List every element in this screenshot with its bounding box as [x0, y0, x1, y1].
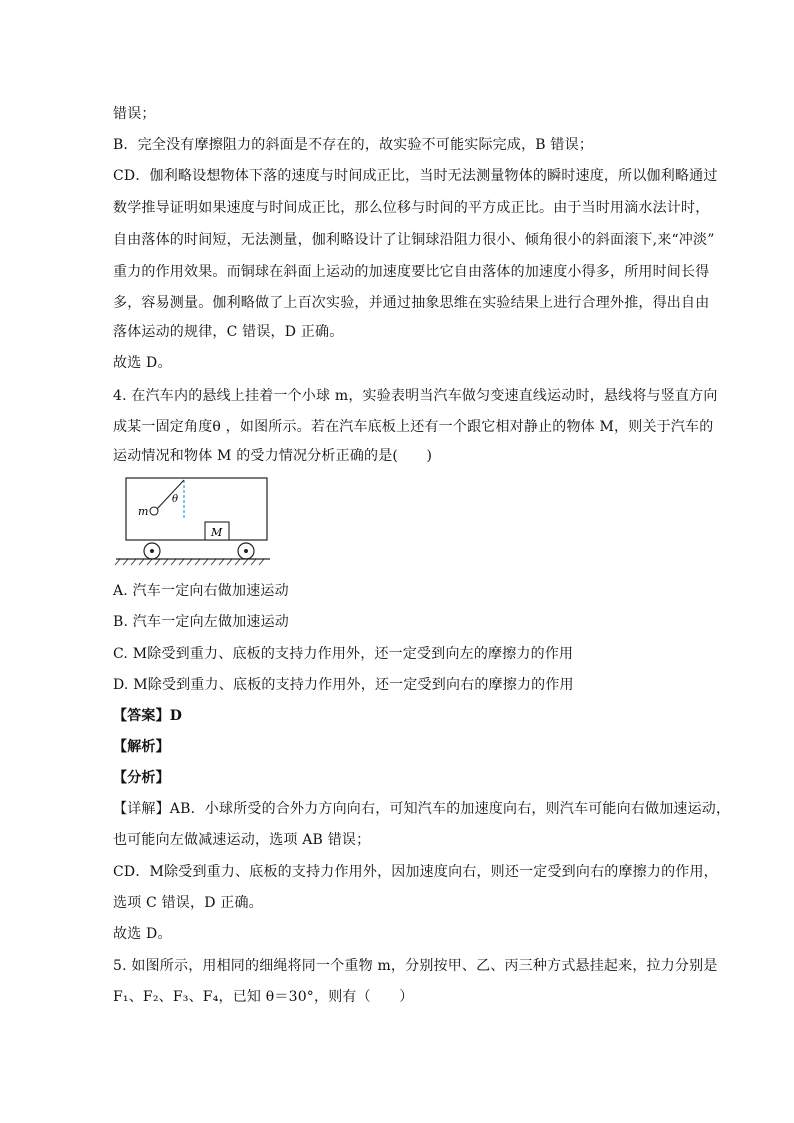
q4-detail-line: CD．M除受到重力、底板的支持力作用外，因加速度向右，则还一定受到向右的摩擦力的作用， [113, 864, 718, 880]
q4-fenxi-heading: 【分析】 [113, 770, 170, 786]
q4-stem-line: 4. 在汽车内的悬线上挂着一个小球 m，实验表明当汽车做匀变速直线运动时，悬线将与竖直方向 [113, 388, 718, 404]
axle-right [244, 549, 248, 553]
q4-option-b: B. 汽车一定向左做加速运动 [113, 614, 289, 630]
string [157, 480, 184, 509]
q5-stem-line: 5. 如图所示，用相同的细绳将同一个重物 m，分别按甲、乙、丙三种方式悬挂起来，拉力分别是 [113, 958, 718, 974]
q4-option-d: D. M除受到重力、底板的支持力作用外，还一定受到向右的摩擦力的作用 [113, 677, 574, 693]
prev-answer-line: 错误； [113, 106, 156, 122]
prev-answer-line: 数学推导证明如果速度与时间成正比，那么位移与时间的平方成正比。由于当时用滴水法计时， [113, 200, 710, 216]
q4-stem-line: 成某一固定角度θ ，如图所示。若在汽车底板上还有一个跟它相对静止的物体 M，则关于汽车的 [113, 419, 714, 435]
q4-answer: 【答案】D [113, 708, 183, 724]
prev-answer-line: 重力的作用效果。而铜球在斜面上运动的加速度要比它自由落体的加速度小得多，所用时间长得 [113, 264, 710, 280]
prev-answer-line: 故选 D。 [113, 355, 172, 371]
axle-left [150, 549, 154, 553]
ball-label: m [138, 505, 149, 518]
ground-hatching [115, 559, 264, 565]
prev-answer-line: B．完全没有摩擦阻力的斜面是不存在的，故实验不可能实际完成，B 错误； [113, 137, 594, 153]
q4-option-a: A. 汽车一定向右做加速运动 [113, 583, 289, 599]
angle-label: θ [172, 494, 179, 505]
q4-detail-line: 【详解】AB．小球所受的合外力方向向右，可知汽车的加速度向右，则汽车可能向右做加速运动， [113, 801, 731, 817]
q4-option-c: C. M除受到重力、底板的支持力作用外，还一定受到向左的摩擦力的作用 [113, 646, 574, 662]
car-pendulum-figure [112, 474, 272, 566]
q4-detail-line: 也可能向左做减速运动，选项 AB 错误； [113, 832, 371, 848]
q4-stem-line: 运动情况和物体 M 的受力情况分析正确的是( ) [113, 448, 433, 464]
block-label: M [211, 526, 223, 539]
prev-answer-line: 自由落体的时间短，无法测量，伽利略设计了让铜球沿阻力很小、倾角很小的斜面滚下,来“冲淡” [113, 232, 715, 248]
ball [150, 507, 158, 515]
prev-answer-line: 落体运动的规律，C 错误，D 正确。 [113, 324, 344, 340]
prev-answer-line: 多，容易测量。伽利略做了上百次实验，并通过抽象思维在实验结果上进行合理外推，得出自由 [113, 295, 710, 311]
q4-detail-line: 选项 C 错误，D 正确。 [113, 895, 263, 911]
prev-answer-line: CD．伽利略设想物体下落的速度与时间成正比，当时无法测量物体的瞬时速度，所以伽利略通过 [113, 168, 718, 184]
q5-stem-line: F₁、F₂、F₃、F₄，已知 θ＝30°，则有（ ） [113, 989, 414, 1005]
q4-detail-line: 故选 D。 [113, 926, 172, 942]
q4-analysis-heading: 【解析】 [113, 739, 170, 755]
